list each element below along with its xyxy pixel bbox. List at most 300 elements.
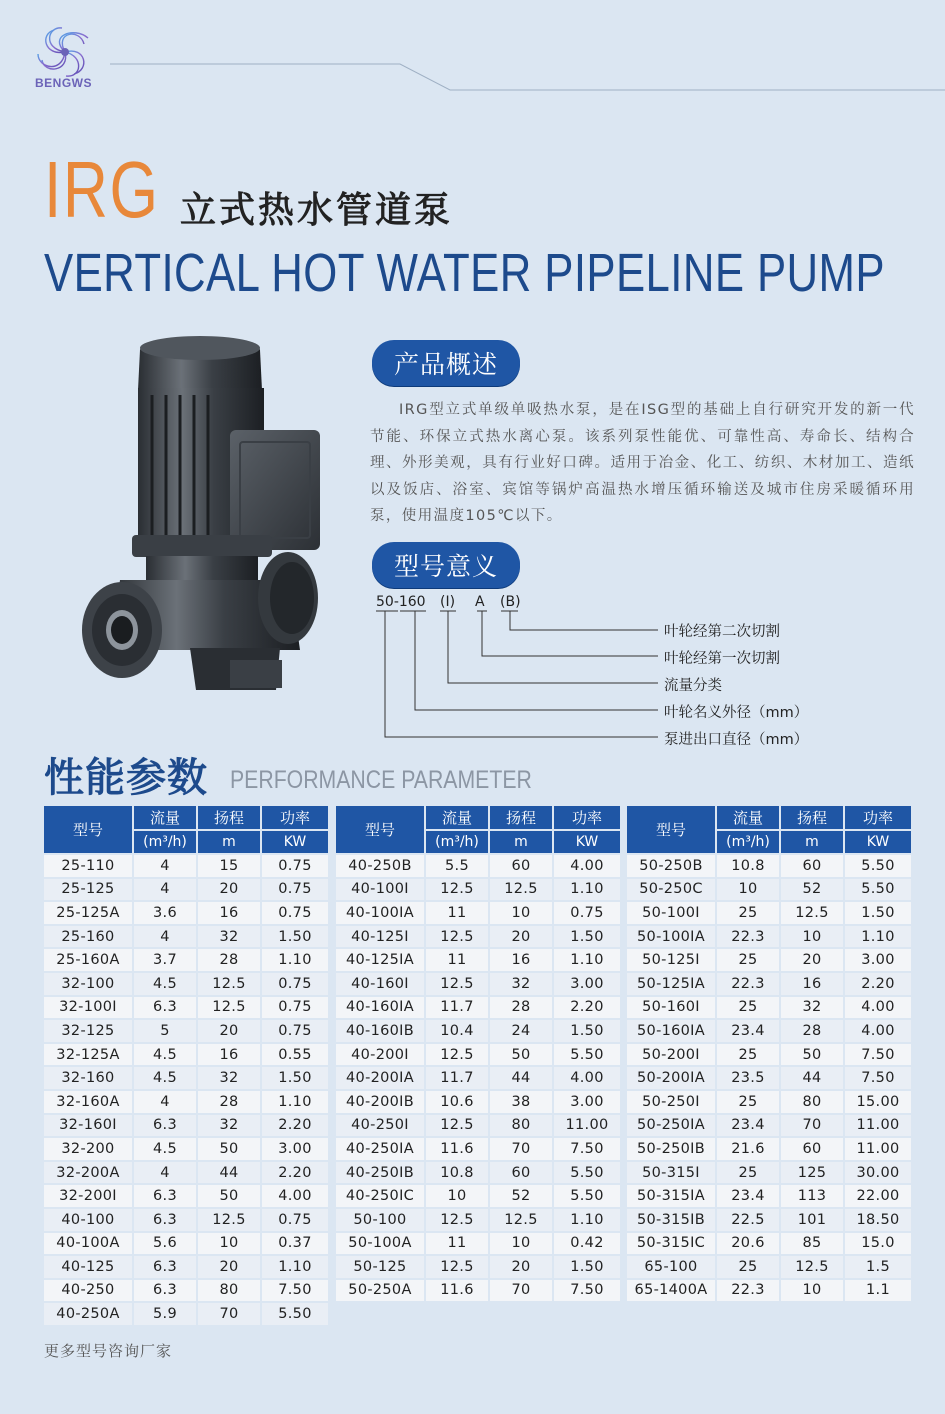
power-cell: 15.0 — [845, 1233, 913, 1257]
table-row — [44, 855, 330, 879]
model-cell: 32-125A — [44, 1044, 134, 1068]
code-flow-class: A — [475, 594, 485, 610]
power-cell: 11.00 — [845, 1115, 913, 1139]
power-cell: 1.50 — [262, 1067, 330, 1091]
table-row — [336, 1138, 622, 1162]
power-cell: 5.50 — [845, 855, 913, 879]
model-cell: 50-100IA — [627, 926, 717, 950]
power-cell: 7.50 — [262, 1280, 330, 1304]
head-cell: 10 — [781, 926, 845, 950]
table-row — [44, 997, 330, 1021]
table-row — [627, 1115, 913, 1139]
model-cell: 40-100I — [336, 879, 426, 903]
table-row — [336, 973, 622, 997]
overview-text: IRG型立式单级单吸热水泵，是在ISG型的基础上自行研究开发的新一代节能、环保立式热水离心泵。该系列泵性能优、可靠性高、寿命长、结构合理、外形美观，具有行业好口碑。适用于冶金、化工、纺织、木材加工、造纸以及饭店、浴室、宾馆等锅炉高温热水增压循环输送及城市住房采暖循环用泵，使用温度105℃以下。 — [370, 402, 915, 524]
table-row — [627, 1185, 913, 1209]
power-cell: 1.10 — [262, 1256, 330, 1280]
flow-cell: 4.5 — [134, 1067, 198, 1091]
flow-cell: 12.5 — [426, 926, 490, 950]
model-cell: 32-200 — [44, 1138, 134, 1162]
model-cell: 40-160IA — [336, 997, 426, 1021]
flow-cell: 6.3 — [134, 1256, 198, 1280]
head-cell: 32 — [490, 973, 554, 997]
head-cell: 12.5 — [198, 973, 262, 997]
power-cell: 18.50 — [845, 1209, 913, 1233]
flow-cell: 25 — [717, 902, 781, 926]
header-head-unit: m — [198, 831, 262, 855]
model-cell: 50-100 — [336, 1209, 426, 1233]
head-cell: 44 — [490, 1067, 554, 1091]
head-cell: 113 — [781, 1185, 845, 1209]
head-cell: 10 — [198, 1233, 262, 1257]
model-cell: 40-100IA — [336, 902, 426, 926]
model-cell: 40-250IC — [336, 1185, 426, 1209]
header-power-unit: KW — [554, 831, 622, 855]
spec-table-2 — [336, 806, 622, 1303]
flow-cell: 25 — [717, 949, 781, 973]
head-cell: 10 — [490, 902, 554, 926]
head-cell: 20 — [198, 879, 262, 903]
power-cell: 1.10 — [845, 926, 913, 950]
head-cell: 32 — [198, 926, 262, 950]
model-cell: 25-125A — [44, 902, 134, 926]
model-cell: 40-200IA — [336, 1067, 426, 1091]
flow-cell: 4 — [134, 879, 198, 903]
flow-cell: 12.5 — [426, 1115, 490, 1139]
model-cell: 50-250I — [627, 1091, 717, 1115]
flow-cell: 10.4 — [426, 1020, 490, 1044]
power-cell: 30.00 — [845, 1162, 913, 1186]
table-row — [627, 1091, 913, 1115]
power-cell: 0.75 — [262, 879, 330, 903]
overview-heading: 产品概述 — [372, 340, 520, 386]
table-row — [336, 1185, 622, 1209]
table-row — [627, 855, 913, 879]
head-cell: 50 — [490, 1044, 554, 1068]
model-cell: 50-250A — [336, 1280, 426, 1304]
power-cell: 0.75 — [262, 997, 330, 1021]
table-row — [627, 1256, 913, 1280]
table-body — [336, 855, 622, 1303]
model-cell: 32-160 — [44, 1067, 134, 1091]
power-cell: 4.00 — [554, 855, 622, 879]
head-cell: 70 — [781, 1115, 845, 1139]
flow-cell: 21.6 — [717, 1138, 781, 1162]
model-cell: 50-100A — [336, 1233, 426, 1257]
head-cell: 50 — [198, 1138, 262, 1162]
flow-cell: 11 — [426, 949, 490, 973]
model-cell: 50-125IA — [627, 973, 717, 997]
model-cell: 40-250IB — [336, 1162, 426, 1186]
head-cell: 32 — [198, 1067, 262, 1091]
model-cell: 50-315I — [627, 1162, 717, 1186]
header-flow-unit: (m³/h) — [134, 831, 198, 855]
table-row — [44, 949, 330, 973]
flow-cell: 12.5 — [426, 1044, 490, 1068]
callout-flow-class: 流量分类 — [664, 678, 722, 694]
code-cut-i: (I) — [440, 594, 456, 610]
power-cell: 1.10 — [554, 949, 622, 973]
power-cell: 11.00 — [845, 1138, 913, 1162]
flow-cell: 4 — [134, 926, 198, 950]
flow-cell: 23.4 — [717, 1115, 781, 1139]
header-power-unit: KW — [262, 831, 330, 855]
flow-cell: 10.8 — [717, 855, 781, 879]
header-flow-unit: (m³/h) — [426, 831, 490, 855]
table-row — [627, 902, 913, 926]
flow-cell: 4.5 — [134, 1044, 198, 1068]
power-cell: 7.50 — [554, 1138, 622, 1162]
power-cell: 7.50 — [554, 1280, 622, 1304]
model-cell: 50-125 — [336, 1256, 426, 1280]
callout-impeller-diameter: 叶轮名义外径（mm） — [664, 705, 809, 721]
head-cell: 28 — [198, 949, 262, 973]
flow-cell: 5.6 — [134, 1233, 198, 1257]
model-cell: 65-1400A — [627, 1280, 717, 1304]
power-cell: 1.10 — [262, 1091, 330, 1115]
table-row — [336, 855, 622, 879]
model-cell: 32-100 — [44, 973, 134, 997]
model-cell: 50-250C — [627, 879, 717, 903]
head-cell: 12.5 — [490, 879, 554, 903]
head-cell: 20 — [490, 926, 554, 950]
head-cell: 28 — [198, 1091, 262, 1115]
footer-note: 更多型号咨询厂家 — [44, 1342, 173, 1360]
table-row — [627, 973, 913, 997]
head-cell: 60 — [781, 855, 845, 879]
power-cell: 5.50 — [262, 1303, 330, 1327]
code-cut-b: (B) — [500, 594, 521, 610]
table-row — [336, 1209, 622, 1233]
flow-cell: 6.3 — [134, 1115, 198, 1139]
header-power-unit: KW — [845, 831, 913, 855]
table-row — [336, 1233, 622, 1257]
callout-port-diameter: 泵进出口直径（mm） — [664, 732, 809, 748]
power-cell: 2.20 — [554, 997, 622, 1021]
model-cell: 40-250 — [44, 1280, 134, 1304]
spec-table-1 — [44, 806, 330, 1327]
model-cell: 65-100 — [627, 1256, 717, 1280]
head-cell: 60 — [781, 1138, 845, 1162]
table-row — [44, 1115, 330, 1139]
header-head: 扬程 — [490, 806, 554, 831]
head-cell: 80 — [781, 1091, 845, 1115]
head-cell: 60 — [490, 855, 554, 879]
model-cell: 40-160IB — [336, 1020, 426, 1044]
flow-cell: 4.5 — [134, 1138, 198, 1162]
logo-text: BENGWS — [35, 76, 92, 90]
flow-cell: 3.6 — [134, 902, 198, 926]
table-row — [336, 949, 622, 973]
flow-cell: 12.5 — [426, 879, 490, 903]
model-cell: 32-160A — [44, 1091, 134, 1115]
flow-cell: 22.5 — [717, 1209, 781, 1233]
model-cell: 40-250IA — [336, 1138, 426, 1162]
product-name-en: VERTICAL HOT WATER PIPELINE PUMP — [44, 243, 885, 303]
head-cell: 16 — [490, 949, 554, 973]
table-row — [336, 1020, 622, 1044]
power-cell: 0.75 — [262, 1209, 330, 1233]
header-head: 扬程 — [781, 806, 845, 831]
head-cell: 44 — [198, 1162, 262, 1186]
model-cell: 32-200I — [44, 1185, 134, 1209]
power-cell: 1.10 — [554, 879, 622, 903]
flow-cell: 5.9 — [134, 1303, 198, 1327]
flow-cell: 4 — [134, 1091, 198, 1115]
table-row — [627, 1044, 913, 1068]
table-row — [627, 1067, 913, 1091]
power-cell: 0.37 — [262, 1233, 330, 1257]
flow-cell: 11.7 — [426, 997, 490, 1021]
flow-cell: 12.5 — [426, 973, 490, 997]
power-cell: 1.10 — [554, 1209, 622, 1233]
model-cell: 25-160 — [44, 926, 134, 950]
head-cell: 44 — [781, 1067, 845, 1091]
flow-cell: 11.6 — [426, 1138, 490, 1162]
model-cell: 40-125IA — [336, 949, 426, 973]
flow-cell: 23.4 — [717, 1185, 781, 1209]
header-head-unit: m — [781, 831, 845, 855]
flow-cell: 25 — [717, 1256, 781, 1280]
pump-image — [80, 330, 340, 710]
model-code-diagram — [370, 592, 840, 752]
power-cell: 1.50 — [554, 926, 622, 950]
model-cell: 40-100A — [44, 1233, 134, 1257]
table-row — [336, 1280, 622, 1304]
flow-cell: 23.5 — [717, 1067, 781, 1091]
power-cell: 3.00 — [262, 1138, 330, 1162]
header-head: 扬程 — [198, 806, 262, 831]
power-cell: 11.00 — [554, 1115, 622, 1139]
table-row — [44, 879, 330, 903]
flow-cell: 25 — [717, 1044, 781, 1068]
header-flow: 流量 — [134, 806, 198, 831]
spec-table-3 — [627, 806, 913, 1303]
brand-logo — [30, 26, 110, 96]
head-cell: 38 — [490, 1091, 554, 1115]
flow-cell: 6.3 — [134, 1209, 198, 1233]
model-cell: 40-250A — [44, 1303, 134, 1327]
table-row — [627, 1138, 913, 1162]
table-row — [44, 973, 330, 997]
table-row — [44, 1185, 330, 1209]
flow-cell: 6.3 — [134, 1280, 198, 1304]
model-cell: 50-100I — [627, 902, 717, 926]
head-cell: 20 — [490, 1256, 554, 1280]
table-body — [44, 855, 330, 1327]
head-cell: 70 — [490, 1280, 554, 1304]
table-row — [44, 1303, 330, 1327]
power-cell: 5.50 — [554, 1044, 622, 1068]
model-title: IRG — [44, 145, 160, 234]
power-cell: 0.75 — [554, 902, 622, 926]
model-cell: 40-125 — [44, 1256, 134, 1280]
power-cell: 22.00 — [845, 1185, 913, 1209]
table-row — [336, 926, 622, 950]
table-row — [336, 1091, 622, 1115]
product-name-cn: 立式热水管道泵 — [180, 190, 454, 231]
power-cell: 3.00 — [845, 949, 913, 973]
head-cell: 12.5 — [781, 902, 845, 926]
table-row — [44, 926, 330, 950]
power-cell: 1.50 — [845, 902, 913, 926]
head-cell: 52 — [781, 879, 845, 903]
table-row — [627, 926, 913, 950]
flow-cell: 5 — [134, 1020, 198, 1044]
head-cell: 16 — [198, 902, 262, 926]
model-cell: 50-315IB — [627, 1209, 717, 1233]
header-flow-unit: (m³/h) — [717, 831, 781, 855]
flow-cell: 10 — [426, 1185, 490, 1209]
performance-heading-cn: 性能参数 — [44, 755, 208, 801]
model-cell: 50-200IA — [627, 1067, 717, 1091]
power-cell: 1.10 — [262, 949, 330, 973]
head-cell: 20 — [198, 1020, 262, 1044]
head-cell: 12.5 — [198, 1209, 262, 1233]
performance-heading-en: PERFORMANCE PARAMETER — [230, 766, 532, 794]
callout-first-cut: 叶轮经第一次切割 — [664, 651, 780, 667]
flow-cell: 4 — [134, 1162, 198, 1186]
power-cell: 0.42 — [554, 1233, 622, 1257]
header-model: 型号 — [336, 806, 426, 855]
flow-cell: 10 — [717, 879, 781, 903]
head-cell: 12.5 — [781, 1256, 845, 1280]
header-head-unit: m — [490, 831, 554, 855]
power-cell: 5.50 — [554, 1162, 622, 1186]
model-cell: 40-160I — [336, 973, 426, 997]
table-row — [336, 997, 622, 1021]
flow-cell: 4.5 — [134, 973, 198, 997]
power-cell: 1.50 — [554, 1020, 622, 1044]
head-cell: 101 — [781, 1209, 845, 1233]
table-row — [627, 949, 913, 973]
model-cell: 50-200I — [627, 1044, 717, 1068]
power-cell: 0.75 — [262, 855, 330, 879]
head-cell: 10 — [490, 1233, 554, 1257]
callout-second-cut: 叶轮经第二次切割 — [664, 624, 780, 640]
model-cell: 50-250B — [627, 855, 717, 879]
power-cell: 7.50 — [845, 1044, 913, 1068]
flow-cell: 20.6 — [717, 1233, 781, 1257]
flow-cell: 12.5 — [426, 1209, 490, 1233]
table-row — [44, 1138, 330, 1162]
power-cell: 1.1 — [845, 1280, 913, 1304]
header-model: 型号 — [627, 806, 717, 855]
head-cell: 15 — [198, 855, 262, 879]
header-divider — [110, 62, 945, 92]
table-row — [627, 1209, 913, 1233]
flow-cell: 25 — [717, 1091, 781, 1115]
table-row — [336, 1044, 622, 1068]
head-cell: 12.5 — [198, 997, 262, 1021]
head-cell: 80 — [198, 1280, 262, 1304]
power-cell: 2.20 — [262, 1115, 330, 1139]
model-cell: 40-250I — [336, 1115, 426, 1139]
flow-cell: 10.8 — [426, 1162, 490, 1186]
logo-swirl-icon — [34, 26, 96, 78]
header-power: 功率 — [554, 806, 622, 831]
flow-cell: 23.4 — [717, 1020, 781, 1044]
head-cell: 20 — [781, 949, 845, 973]
power-cell: 2.20 — [262, 1162, 330, 1186]
head-cell: 85 — [781, 1233, 845, 1257]
table-row — [627, 879, 913, 903]
table-row — [44, 1067, 330, 1091]
power-cell: 4.00 — [845, 1020, 913, 1044]
model-cell: 32-160I — [44, 1115, 134, 1139]
table-body — [627, 855, 913, 1303]
head-cell: 60 — [490, 1162, 554, 1186]
table-row — [627, 1162, 913, 1186]
table-row — [336, 902, 622, 926]
power-cell: 7.50 — [845, 1067, 913, 1091]
table-row — [627, 1280, 913, 1304]
power-cell: 1.5 — [845, 1256, 913, 1280]
header-power: 功率 — [845, 806, 913, 831]
model-cell: 40-200IB — [336, 1091, 426, 1115]
header-model: 型号 — [44, 806, 134, 855]
model-cell: 50-250IA — [627, 1115, 717, 1139]
model-cell: 25-125 — [44, 879, 134, 903]
power-cell: 4.00 — [845, 997, 913, 1021]
head-cell: 70 — [490, 1138, 554, 1162]
power-cell: 15.00 — [845, 1091, 913, 1115]
power-cell: 0.55 — [262, 1044, 330, 1068]
table-row — [627, 1233, 913, 1257]
power-cell: 0.75 — [262, 973, 330, 997]
header-flow: 流量 — [717, 806, 781, 831]
power-cell: 1.50 — [262, 926, 330, 950]
model-cell: 40-200I — [336, 1044, 426, 1068]
head-cell: 28 — [490, 997, 554, 1021]
table-row — [336, 1115, 622, 1139]
table-row — [44, 1020, 330, 1044]
table-row — [627, 1020, 913, 1044]
model-cell: 50-160I — [627, 997, 717, 1021]
table-row — [44, 1091, 330, 1115]
head-cell: 32 — [198, 1115, 262, 1139]
flow-cell: 25 — [717, 997, 781, 1021]
table-row — [44, 1280, 330, 1304]
power-cell: 5.50 — [845, 879, 913, 903]
table-row — [44, 1162, 330, 1186]
head-cell: 70 — [198, 1303, 262, 1327]
model-cell: 32-100I — [44, 997, 134, 1021]
model-cell: 50-250IB — [627, 1138, 717, 1162]
model-cell: 50-125I — [627, 949, 717, 973]
model-cell: 32-125 — [44, 1020, 134, 1044]
head-cell: 12.5 — [490, 1209, 554, 1233]
head-cell: 16 — [781, 973, 845, 997]
flow-cell: 6.3 — [134, 997, 198, 1021]
head-cell: 10 — [781, 1280, 845, 1304]
model-cell: 50-315IC — [627, 1233, 717, 1257]
flow-cell: 11.7 — [426, 1067, 490, 1091]
model-cell: 50-315IA — [627, 1185, 717, 1209]
table-row — [336, 1256, 622, 1280]
header-power: 功率 — [262, 806, 330, 831]
flow-cell: 4 — [134, 855, 198, 879]
head-cell: 50 — [781, 1044, 845, 1068]
head-cell: 125 — [781, 1162, 845, 1186]
model-cell: 40-250B — [336, 855, 426, 879]
flow-cell: 11 — [426, 1233, 490, 1257]
power-cell: 1.50 — [554, 1256, 622, 1280]
power-cell: 4.00 — [262, 1185, 330, 1209]
flow-cell: 22.3 — [717, 1280, 781, 1304]
table-row — [44, 1044, 330, 1068]
table-row — [44, 1209, 330, 1233]
